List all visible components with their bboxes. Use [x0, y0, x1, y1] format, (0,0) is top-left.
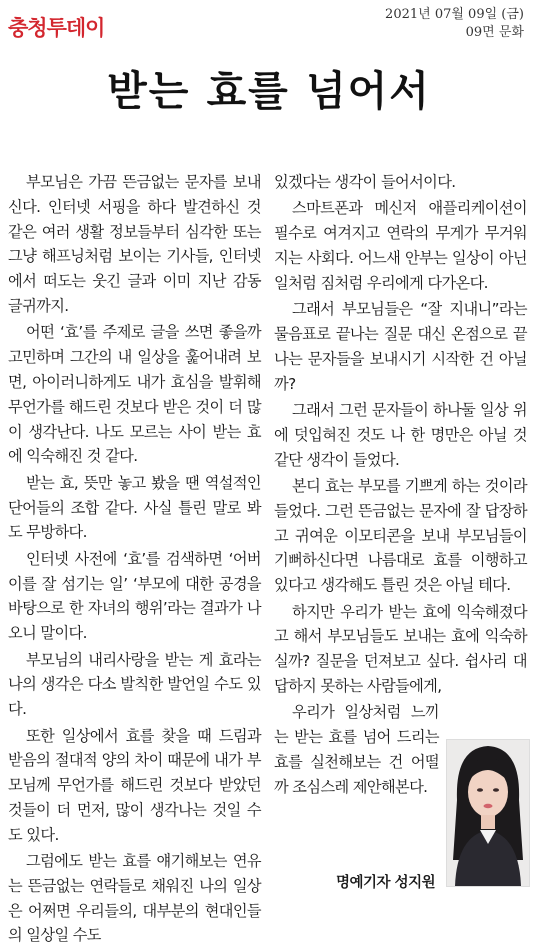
article-column-left	[8, 170, 261, 950]
reporter-portrait-icon	[446, 739, 530, 887]
closing-paragraph: 우리가 일상처럼 느끼는 받는 효를 넘어 드리는 효를 실천해보는 건 어떨까 조심스레 제안해본다.	[274, 703, 439, 796]
paragraph: 그래서 부모님들은 “잘 지내니”라는 물음표로 끝나는 질문 대신 온점으로 끝나는 문자들을 보내시기 시작한 건 아닐까?	[274, 300, 527, 393]
paragraph: 받는 효, 뜻만 놓고 봤을 땐 역설적인 단어들의 조합 같다. 사실 틀린 말로 봐도 무방하다.	[8, 473, 261, 542]
issue-date: 2021년 07월 09일 (금)	[385, 7, 524, 22]
byline: 명예기자 성지원	[336, 875, 436, 891]
paragraph: 또한 일상에서 효를 찾을 때 드림과 받음의 절대적 양의 차이 때문에 내가 부모님께 무언가를 해드린 것보다 받았던 것들이 더 먼저, 많이 생각나는 것일 수도 있다.	[8, 726, 261, 844]
paragraph: 그래서 그런 문자들이 하나둘 일상 위에 덧입혀진 것도 나 한 명만은 아닐 것 같단 생각이 들었다.	[274, 400, 527, 469]
article-column-right	[274, 170, 527, 801]
closing-box	[274, 700, 439, 799]
paragraph: 인터넷 사전에 ‘효’를 검색하면 ‘어버이를 잘 섬기는 일’ ‘부모에 대한 공경을 바탕으로 한 자녀의 행위’라는 결과가 나오니 말이다.	[8, 549, 261, 643]
paragraph: 그럼에도 받는 효를 얘기해보는 연유는 뜬금없는 연락들로 채워진 나의 일상은 어쩌면 우리들의, 대부분의 현대인들의 일상일 수도	[8, 852, 261, 945]
paragraph: 스마트폰과 메신저 애플리케이션이 필수로 여겨지고 연락의 무게가 무거워지는 사회다. 어느새 안부는 일상이 아닌 일처럼 짐처럼 우리에게 다가온다.	[274, 199, 527, 292]
paragraph: 어떤 ‘효’를 주제로 글을 쓰면 좋을까 고민하며 그간의 내 일상을 훑어내려 보면, 아이러니하게도 내가 효심을 발휘해 무언가를 해드린 것보다 받은 것이 더 많이 생각난다. 나도 모르는 사이 받는 효에 익숙해진 것 같다.	[8, 323, 261, 466]
paragraph: 부모님은 가끔 뜬금없는 문자를 보내신다. 인터넷 서핑을 하다 발견하신 것 같은 여러 생활 정보들부터 심각한 또는 그냥 해프닝처럼 보이는 기사들, 인터넷에서 떠도는 웃긴 글과 이미 지난 감동 글귀까지.	[8, 173, 261, 315]
paragraph: 부모님의 내리사랑을 받는 게 효라는 나의 생각은 다소 발칙한 발언일 수도 있다.	[8, 650, 261, 719]
paragraph: 하지만 우리가 받는 효에 익숙해졌다고 해서 부모님들도 보내는 효에 익숙하실까? 질문을 던져보고 싶다. 쉽사리 대답하지 못하는 사람들에게,	[274, 602, 527, 695]
article-headline: 받는 효를 넘어서	[107, 67, 431, 115]
issue-meta	[385, 6, 524, 42]
paragraph-continuation: 있겠다는 생각이 들어서이다.	[274, 173, 456, 191]
portrait-illustration	[447, 740, 529, 886]
issue-page: 09면 문화	[465, 25, 524, 40]
brand-logo: 충청투데이	[8, 16, 105, 40]
paragraph: 본디 효는 부모를 기쁘게 하는 것이라 들었다. 그런 뜬금없는 문자에 잘 답장하고 귀여운 이모티콘을 보내 부모님들이 기뻐하신다면 나름대로 효를 이행하고 있다고 생각해도 틀린 것은 아닐 테다.	[274, 476, 527, 595]
